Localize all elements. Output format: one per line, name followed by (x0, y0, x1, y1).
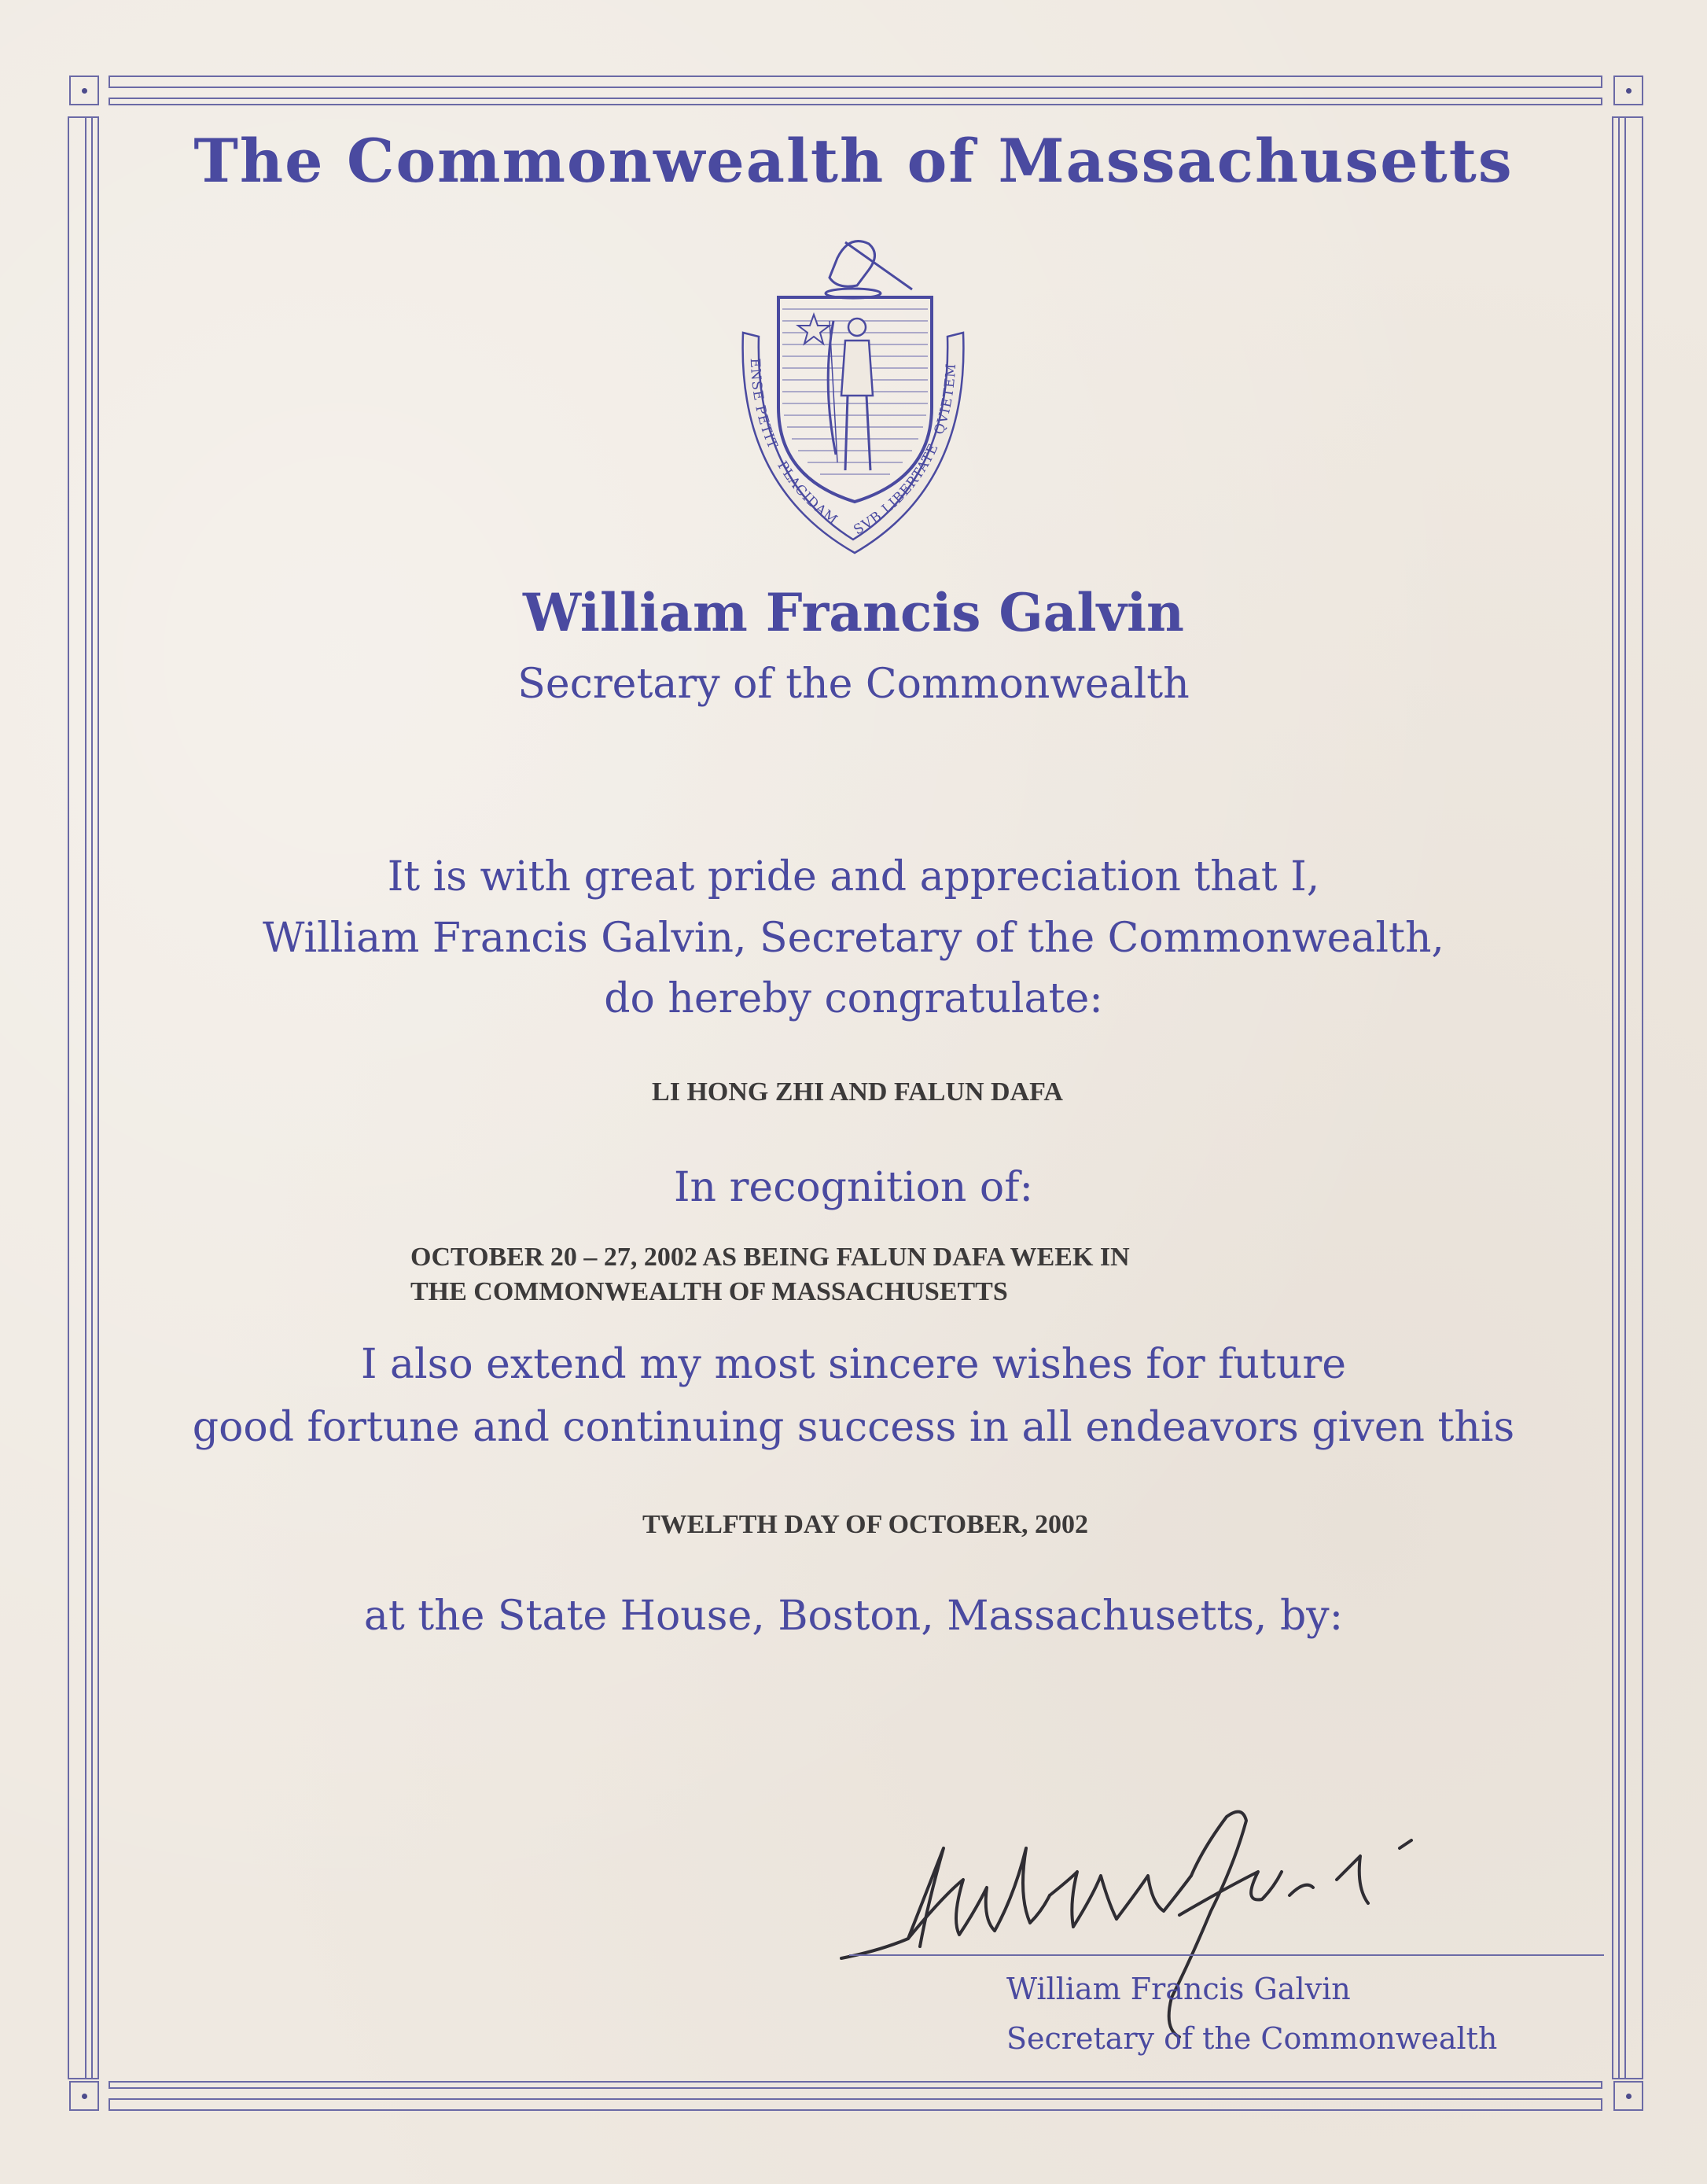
honoree-name: LI HONG ZHI AND FALUN DAFA (652, 1077, 1063, 1107)
seal-motto-bottom-left: PLACIDAM (774, 459, 841, 529)
recognition-line-1: OCTOBER 20 – 27, 2002 AS BEING FALUN DAFA WEEK IN (410, 1243, 1130, 1272)
signatory-name: William Francis Galvin (1006, 1972, 1351, 2006)
svg-text:QVIETEM (931, 363, 959, 436)
signature-line (849, 1954, 1604, 1956)
border-bottom-outer (109, 2098, 1602, 2111)
svg-text:ENSE PETIT (747, 358, 781, 451)
recognition-line-2: THE COMMONWEALTH OF MASSACHUSETTS (410, 1277, 1008, 1306)
corner-ornament-bottom-left (69, 2081, 99, 2111)
recognition-heading: In recognition of: (674, 1164, 1033, 1211)
signatory-title: Secretary of the Commonwealth (1006, 2021, 1498, 2056)
issue-date: TWELFTH DAY OF OCTOBER, 2002 (642, 1510, 1089, 1539)
issue-place: at the State House, Boston, Massachusetts, by: (363, 1593, 1344, 1640)
wishes-line-1: I also extend my most sincere wishes for future (360, 1341, 1347, 1388)
seal-motto-left: ENSE PETIT (746, 358, 781, 452)
border-bottom-inner (109, 2081, 1602, 2089)
border-top-inner (109, 98, 1602, 105)
corner-ornament-top-left (69, 76, 99, 105)
intro-line-2: William Francis Galvin, Secretary of the Commonwealth, (263, 915, 1444, 962)
corner-ornament-top-right (1613, 76, 1643, 105)
seal-motto-bottom-right: SVB LIBERTATE (851, 440, 942, 539)
wishes-line-2: good fortune and continuing success in all endeavors given this (192, 1404, 1515, 1451)
corner-ornament-bottom-right (1613, 2081, 1643, 2111)
massachusetts-seal-icon (719, 227, 991, 557)
intro-line-1: It is with great pride and appreciation that I, (387, 853, 1320, 900)
intro-line-3: do hereby congratulate: (604, 975, 1103, 1022)
border-top-outer (109, 76, 1602, 88)
issuer-office: Secretary of the Commonwealth (517, 661, 1190, 708)
certificate-title: The Commonwealth of Massachusetts (193, 126, 1514, 196)
svg-text:SVB LIBERTATE (851, 441, 942, 539)
seal-motto-right: QVIETEM (931, 363, 960, 437)
issuer-name: William Francis Galvin (522, 582, 1185, 643)
